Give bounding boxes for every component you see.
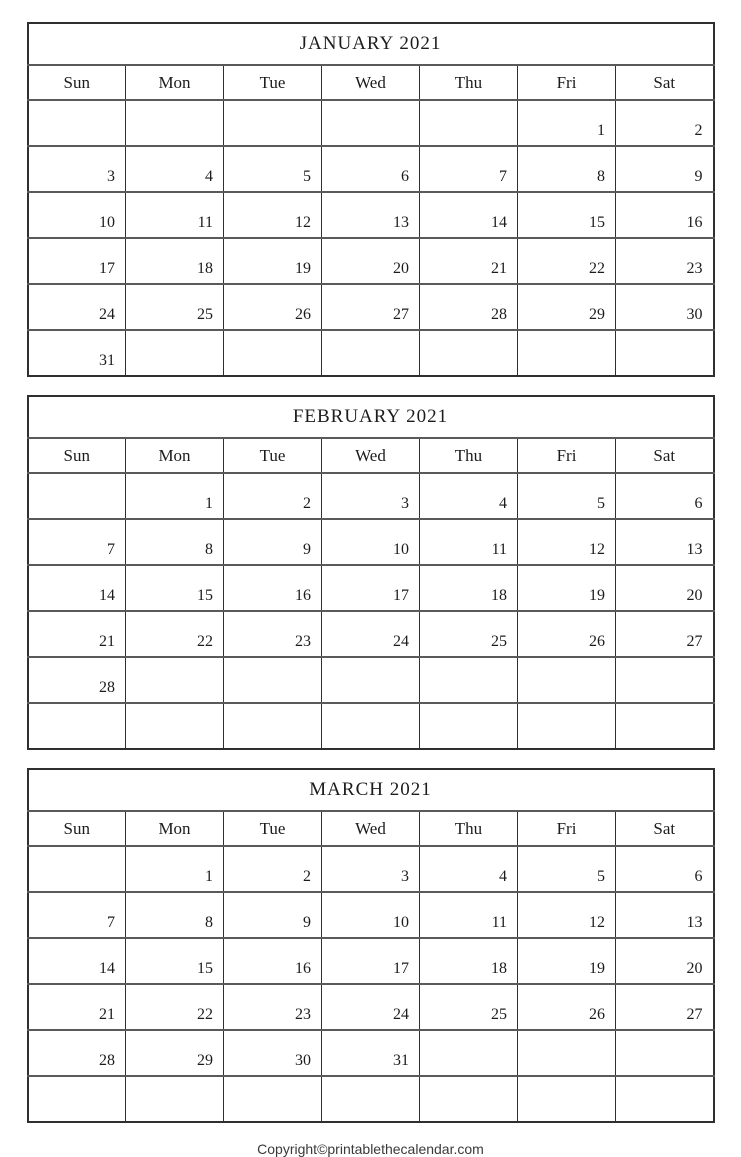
empty-day-cell [420,703,518,749]
day-cell: 24 [28,284,126,330]
day-cell: 22 [518,238,616,284]
weekday-header-sat: Sat [616,811,714,846]
week-row [28,657,714,703]
week-row [28,146,714,192]
day-cell: 1 [126,473,224,519]
weekday-header-sat: Sat [616,438,714,473]
day-cell: 7 [28,519,126,565]
weekday-header-sun: Sun [28,65,126,100]
day-cell: 10 [322,892,420,938]
day-cell: 29 [518,284,616,330]
month-grid [28,473,714,749]
week-row [28,238,714,284]
month-grid [28,846,714,1122]
copyright-text: Copyright©printablethecalendar.com [257,1141,484,1157]
empty-day-cell [420,657,518,703]
empty-day-cell [616,657,714,703]
month-title-row [28,769,714,811]
day-cell: 16 [224,938,322,984]
week-row [28,192,714,238]
month-title: JANUARY 2021 [28,23,714,65]
day-cell: 1 [518,100,616,146]
weekday-header-mon: Mon [126,65,224,100]
weekday-header-sun: Sun [28,811,126,846]
day-cell: 28 [28,657,126,703]
month-calendar-february [27,395,715,750]
weekday-header-sun: Sun [28,438,126,473]
empty-day-cell [126,330,224,376]
day-cell: 1 [126,846,224,892]
day-cell: 26 [224,284,322,330]
day-cell: 17 [28,238,126,284]
week-row [28,100,714,146]
empty-day-cell [322,100,420,146]
weekday-header-mon: Mon [126,438,224,473]
week-row [28,703,714,749]
day-cell: 13 [616,892,714,938]
day-cell: 22 [126,611,224,657]
day-cell: 31 [322,1030,420,1076]
day-cell: 10 [28,192,126,238]
day-cell: 15 [518,192,616,238]
empty-day-cell [518,657,616,703]
day-cell: 2 [616,100,714,146]
day-cell: 4 [420,846,518,892]
weekday-header-fri: Fri [518,438,616,473]
empty-day-cell [322,657,420,703]
day-cell: 13 [616,519,714,565]
empty-day-cell [224,1076,322,1122]
day-cell: 18 [420,565,518,611]
day-cell: 26 [518,611,616,657]
day-cell: 6 [616,846,714,892]
weekday-header-thu: Thu [420,811,518,846]
day-cell: 15 [126,938,224,984]
weekday-header-wed: Wed [322,65,420,100]
day-cell: 16 [224,565,322,611]
day-cell: 3 [322,846,420,892]
empty-day-cell [28,100,126,146]
month-grid [28,100,714,376]
week-row [28,1030,714,1076]
empty-day-cell [28,703,126,749]
day-cell: 28 [420,284,518,330]
weekday-header-fri: Fri [518,811,616,846]
week-row [28,330,714,376]
day-cell: 23 [224,611,322,657]
week-row [28,938,714,984]
day-cell: 14 [28,565,126,611]
week-row [28,1076,714,1122]
day-cell: 2 [224,846,322,892]
week-row [28,846,714,892]
empty-day-cell [420,330,518,376]
weekday-header-sat: Sat [616,65,714,100]
day-cell: 12 [224,192,322,238]
weekday-header-fri: Fri [518,65,616,100]
day-cell: 6 [322,146,420,192]
day-cell: 8 [518,146,616,192]
empty-day-cell [420,1030,518,1076]
empty-day-cell [616,1076,714,1122]
day-cell: 17 [322,938,420,984]
day-cell: 27 [616,611,714,657]
day-cell: 13 [322,192,420,238]
day-cell: 11 [420,892,518,938]
empty-day-cell [616,703,714,749]
weekday-header-row [28,811,714,846]
day-cell: 14 [420,192,518,238]
week-row [28,473,714,519]
week-row [28,984,714,1030]
weekday-header-row [28,65,714,100]
empty-day-cell [420,1076,518,1122]
day-cell: 5 [518,846,616,892]
day-cell: 19 [518,938,616,984]
month-title: MARCH 2021 [28,769,714,811]
week-row [28,892,714,938]
day-cell: 12 [518,892,616,938]
day-cell: 29 [126,1030,224,1076]
day-cell: 24 [322,984,420,1030]
empty-day-cell [322,330,420,376]
day-cell: 26 [518,984,616,1030]
day-cell: 19 [224,238,322,284]
day-cell: 30 [616,284,714,330]
day-cell: 21 [28,984,126,1030]
day-cell: 25 [126,284,224,330]
day-cell: 25 [420,984,518,1030]
day-cell: 28 [28,1030,126,1076]
day-cell: 23 [224,984,322,1030]
day-cell: 9 [224,519,322,565]
day-cell: 17 [322,565,420,611]
week-row [28,611,714,657]
day-cell: 15 [126,565,224,611]
day-cell: 8 [126,519,224,565]
weekday-header-wed: Wed [322,811,420,846]
day-cell: 4 [420,473,518,519]
empty-day-cell [518,1076,616,1122]
day-cell: 25 [420,611,518,657]
empty-day-cell [616,330,714,376]
week-row [28,565,714,611]
day-cell: 24 [322,611,420,657]
day-cell: 27 [322,284,420,330]
day-cell: 9 [224,892,322,938]
day-cell: 20 [322,238,420,284]
day-cell: 2 [224,473,322,519]
day-cell: 7 [420,146,518,192]
day-cell: 21 [420,238,518,284]
weekday-header-mon: Mon [126,811,224,846]
weekday-header-thu: Thu [420,65,518,100]
day-cell: 10 [322,519,420,565]
day-cell: 18 [420,938,518,984]
month-title: FEBRUARY 2021 [28,396,714,438]
week-row [28,284,714,330]
day-cell: 23 [616,238,714,284]
empty-day-cell [420,100,518,146]
day-cell: 8 [126,892,224,938]
empty-day-cell [224,100,322,146]
empty-day-cell [616,1030,714,1076]
empty-day-cell [518,1030,616,1076]
empty-day-cell [518,703,616,749]
empty-day-cell [126,100,224,146]
empty-day-cell [322,1076,420,1122]
day-cell: 30 [224,1030,322,1076]
day-cell: 20 [616,565,714,611]
weekday-header-row [28,438,714,473]
empty-day-cell [518,330,616,376]
empty-day-cell [126,703,224,749]
day-cell: 19 [518,565,616,611]
day-cell: 7 [28,892,126,938]
day-cell: 12 [518,519,616,565]
empty-day-cell [28,473,126,519]
day-cell: 31 [28,330,126,376]
empty-day-cell [224,330,322,376]
day-cell: 4 [126,146,224,192]
month-calendar-march [27,768,715,1123]
day-cell: 5 [224,146,322,192]
day-cell: 14 [28,938,126,984]
day-cell: 6 [616,473,714,519]
day-cell: 9 [616,146,714,192]
day-cell: 3 [322,473,420,519]
day-cell: 22 [126,984,224,1030]
empty-day-cell [126,657,224,703]
day-cell: 18 [126,238,224,284]
empty-day-cell [322,703,420,749]
empty-day-cell [224,703,322,749]
month-title-row [28,23,714,65]
month-calendar-january [27,22,715,377]
empty-day-cell [28,1076,126,1122]
weekday-header-tue: Tue [224,438,322,473]
weekday-header-tue: Tue [224,65,322,100]
empty-day-cell [28,846,126,892]
day-cell: 20 [616,938,714,984]
day-cell: 11 [420,519,518,565]
weekday-header-thu: Thu [420,438,518,473]
weekday-header-tue: Tue [224,811,322,846]
week-row [28,519,714,565]
day-cell: 3 [28,146,126,192]
empty-day-cell [224,657,322,703]
empty-day-cell [126,1076,224,1122]
day-cell: 27 [616,984,714,1030]
weekday-header-wed: Wed [322,438,420,473]
month-title-row [28,396,714,438]
day-cell: 21 [28,611,126,657]
day-cell: 5 [518,473,616,519]
day-cell: 11 [126,192,224,238]
day-cell: 16 [616,192,714,238]
